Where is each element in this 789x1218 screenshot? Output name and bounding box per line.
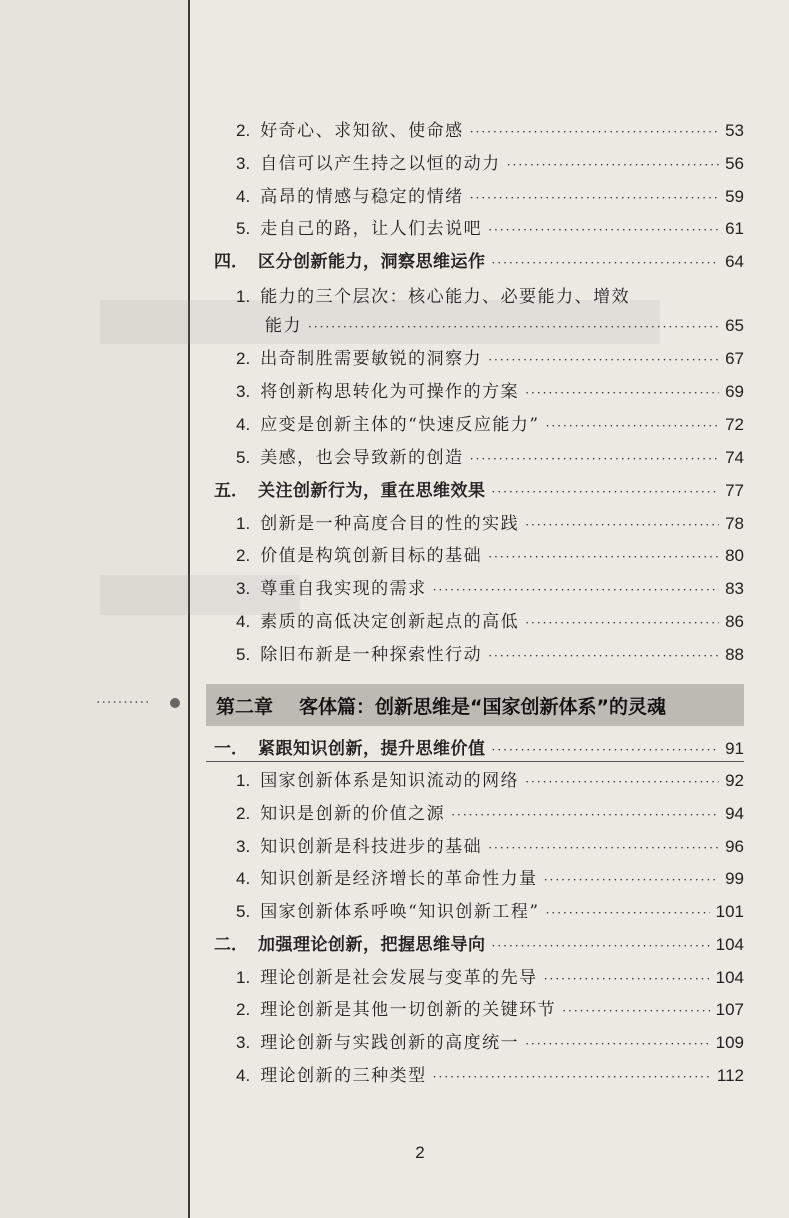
section-title: 加强理论创新，把握思维导向 — [258, 935, 486, 955]
section-page: 64 — [725, 252, 744, 271]
entry-page: 67 — [725, 349, 744, 368]
entry-number: 5. — [236, 219, 251, 238]
toc-entry[interactable] — [236, 611, 744, 634]
entry-number: 2. — [236, 804, 251, 823]
entry-number: 4. — [236, 869, 251, 888]
entry-title: 出奇制胜需要敏锐的洞察力 — [260, 349, 483, 369]
entry-number: 3. — [236, 154, 251, 173]
entry-number: 5. — [236, 448, 251, 467]
entry-page: 109 — [715, 1033, 744, 1052]
entry-page: 80 — [725, 546, 744, 565]
toc-entry[interactable] — [236, 1065, 744, 1088]
entry-number: 4. — [236, 415, 251, 434]
toc-entry[interactable] — [236, 414, 744, 437]
entry-page: 72 — [725, 415, 744, 434]
dot-leader — [546, 415, 720, 437]
toc-entry-continuation[interactable] — [265, 315, 744, 338]
entry-title: 好奇心、求知欲、使命感 — [260, 121, 464, 141]
dot-leader — [562, 1000, 709, 1022]
dot-leader — [525, 514, 719, 536]
entry-number: 3. — [236, 579, 251, 598]
entry-page: 92 — [725, 771, 744, 790]
toc-section[interactable] — [214, 251, 744, 274]
entry-number: 5. — [236, 645, 251, 664]
entry-page: 96 — [725, 837, 744, 856]
entry-number: 2. — [236, 349, 251, 368]
dot-leader — [488, 349, 719, 371]
toc-entry[interactable] — [236, 186, 744, 209]
entry-number: 1. — [236, 771, 251, 790]
section-title: 关注创新行为，重在思维效果 — [258, 481, 486, 501]
entry-page: 88 — [725, 645, 744, 664]
section-number: 二． — [214, 935, 248, 955]
toc-entry[interactable] — [236, 803, 744, 826]
dot-leader — [488, 546, 719, 568]
chapter-marker-dots: ·········· — [96, 695, 151, 711]
dot-leader — [525, 382, 719, 404]
toc-entry[interactable] — [236, 836, 744, 859]
entry-number: 2. — [236, 546, 251, 565]
toc-entry[interactable] — [236, 120, 744, 143]
dot-leader — [488, 837, 719, 859]
dot-leader — [525, 771, 719, 793]
entry-number: 2. — [236, 1000, 251, 1019]
entry-title: 应变是创新主体的“快速反应能力” — [260, 415, 540, 435]
dot-leader — [470, 448, 719, 470]
toc-section[interactable] — [214, 934, 744, 957]
toc-entry[interactable] — [236, 901, 744, 924]
entry-number: 3. — [236, 1033, 251, 1052]
entry-page: 69 — [725, 382, 744, 401]
toc-entry[interactable] — [236, 513, 744, 536]
toc-entry[interactable] — [236, 999, 744, 1022]
dot-leader — [544, 869, 719, 891]
dot-leader — [470, 121, 719, 143]
entry-page: 74 — [725, 448, 744, 467]
section-number: 四． — [214, 252, 248, 272]
section-page: 91 — [725, 739, 744, 758]
entry-number: 4. — [236, 612, 251, 631]
entry-page: 86 — [725, 612, 744, 631]
entry-page: 107 — [715, 1000, 744, 1019]
entry-page: 83 — [725, 579, 744, 598]
dot-leader — [451, 804, 719, 826]
section-title: 紧跟知识创新，提升思维价值 — [258, 739, 486, 759]
dot-leader — [492, 481, 720, 503]
entry-number: 3. — [236, 382, 251, 401]
entry-page: 101 — [715, 902, 744, 921]
toc-entry[interactable] — [236, 381, 744, 404]
entry-page: 99 — [725, 869, 744, 888]
toc-section[interactable] — [214, 738, 744, 761]
entry-page: 104 — [715, 968, 744, 987]
section-page: 77 — [725, 481, 744, 500]
entry-title: 理论创新的三种类型 — [260, 1066, 427, 1086]
dot-leader — [470, 187, 719, 209]
entry-page: 61 — [725, 219, 744, 238]
entry-title: 国家创新体系是知识流动的网络 — [260, 771, 520, 791]
entry-page: 56 — [725, 154, 744, 173]
entry-number: 4. — [236, 1066, 251, 1085]
entry-title: 知识创新是科技进步的基础 — [260, 837, 483, 857]
entry-page: 59 — [725, 187, 744, 206]
entry-page: 65 — [725, 316, 744, 335]
entry-number: 3. — [236, 837, 251, 856]
section-number: 一． — [214, 739, 248, 759]
entry-title: 高昂的情感与稳定的情绪 — [260, 187, 464, 207]
dot-leader — [492, 252, 720, 274]
entry-page: 112 — [716, 1066, 744, 1085]
dot-leader — [507, 154, 719, 176]
chapter-marker-bullet — [170, 698, 180, 708]
entry-title: 理论创新是社会发展与变革的先导 — [260, 968, 538, 988]
dot-leader — [488, 645, 719, 667]
toc-entry[interactable] — [236, 545, 744, 568]
toc-section[interactable] — [214, 480, 744, 503]
entry-number: 2. — [236, 121, 251, 140]
entry-number: 1. — [236, 514, 251, 533]
entry-title: 能力 — [265, 316, 302, 336]
toc-entry[interactable] — [236, 967, 744, 990]
entry-title: 理论创新是其他一切创新的关键环节 — [260, 1000, 557, 1020]
entry-number: 5. — [236, 902, 251, 921]
dot-leader — [525, 612, 719, 634]
dot-leader — [492, 739, 720, 761]
chapter-title: 客体篇：创新思维是“国家创新体系”的灵魂 — [299, 695, 666, 718]
entry-title: 将创新构思转化为可操作的方案 — [260, 382, 520, 402]
entry-title: 尊重自我实现的需求 — [260, 579, 427, 599]
entry-number: 1. — [236, 287, 251, 306]
chapter-number: 第二章 — [216, 695, 274, 718]
toc-entry[interactable] — [236, 447, 744, 470]
toc-entry[interactable] — [236, 578, 744, 601]
dot-leader — [308, 316, 719, 338]
toc-entry[interactable] — [236, 644, 744, 667]
toc-entry[interactable] — [236, 1032, 744, 1055]
entry-title: 素质的高低决定创新起点的高低 — [260, 612, 520, 632]
dot-leader — [492, 935, 710, 957]
toc-entry[interactable] — [236, 868, 744, 891]
entry-title: 能力的三个层次：核心能力、必要能力、增效 — [260, 287, 631, 307]
toc-entry[interactable] — [236, 348, 744, 371]
entry-title: 价值是构筑创新目标的基础 — [260, 546, 483, 566]
entry-title: 知识是创新的价值之源 — [260, 804, 446, 824]
entry-title: 理论创新与实践创新的高度统一 — [260, 1033, 520, 1053]
dot-leader — [488, 219, 719, 241]
entry-title: 国家创新体系呼唤“知识创新工程” — [260, 902, 540, 922]
entry-title: 自信可以产生持之以恒的动力 — [260, 154, 501, 174]
toc-entry[interactable] — [236, 153, 744, 176]
entry-title: 除旧布新是一种探索性行动 — [260, 645, 483, 665]
entry-page: 94 — [725, 804, 744, 823]
entry-title: 美感，也会导致新的创造 — [260, 448, 464, 468]
dot-leader — [433, 1066, 711, 1088]
entry-title: 创新是一种高度合目的性的实践 — [260, 514, 520, 534]
page-number: 2 — [415, 1143, 425, 1162]
chapter-heading[interactable] — [206, 684, 744, 726]
dot-leader — [525, 1033, 709, 1055]
toc-entry[interactable] — [236, 286, 744, 308]
entry-title: 走自己的路，让人们去说吧 — [260, 219, 483, 239]
section-title: 区分创新能力，洞察思维运作 — [258, 252, 486, 272]
dot-leader — [544, 968, 710, 990]
section-page: 104 — [715, 935, 744, 954]
section-number: 五． — [214, 481, 248, 501]
dot-leader — [433, 579, 719, 601]
entry-page: 78 — [725, 514, 744, 533]
toc-entry[interactable] — [236, 770, 744, 793]
section-rule — [206, 761, 744, 762]
dot-leader — [546, 902, 710, 924]
entry-page: 53 — [725, 121, 744, 140]
toc-entry[interactable] — [236, 218, 744, 241]
entry-number: 4. — [236, 187, 251, 206]
entry-title: 知识创新是经济增长的革命性力量 — [260, 869, 538, 889]
entry-number: 1. — [236, 968, 251, 987]
